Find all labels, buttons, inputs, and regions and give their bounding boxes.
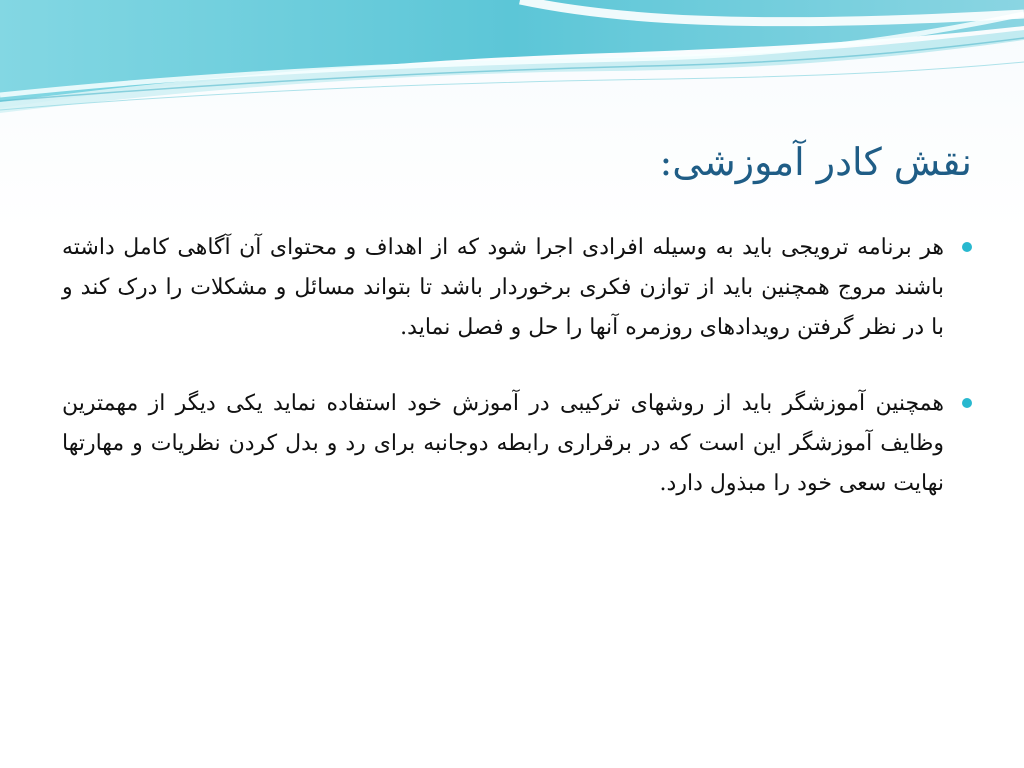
bullet-text: همچنین آموزشگر باید از روشهای ترکیبی در آموزش خود استفاده نماید یکی دیگر از مهمترین وظایف آموزشگر این است که در برقراری رابطه دوجانبه برای رد و بدل کردن نظریات و مهارتها نهایت سعی خود را مبذول دارد. (62, 391, 944, 496)
slide-content (62, 228, 972, 540)
bullet-item (62, 384, 972, 504)
bullet-dot-icon (962, 242, 972, 252)
bullet-text: هر برنامه ترویجی باید به وسیله افرادی اجرا شود که از اهداف و محتوای آن آگاهی کامل داشته باشند مروج همچنین باید از توازن فکری برخوردار باشد تا بتواند مسائل و مشکلات را درک کند و با در نظر گرفتن رویدادهای روزمره آنها را حل و فصل نماید. (62, 235, 944, 340)
bullet-item (62, 228, 972, 348)
bullet-dot-icon (962, 398, 972, 408)
slide-title: نقش کادر آموزشی: (659, 140, 972, 184)
decorative-wave-header (0, 0, 1024, 130)
